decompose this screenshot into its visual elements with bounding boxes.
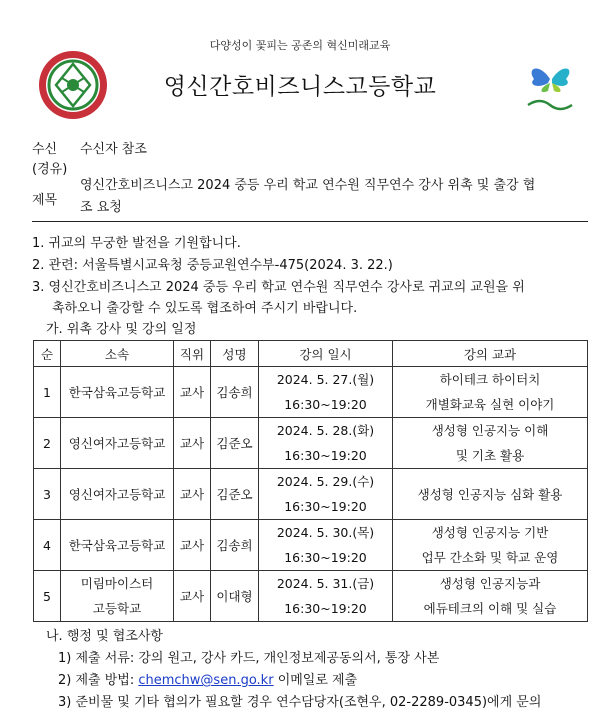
cell-org: 영신여자고등학교: [61, 469, 174, 520]
date: 2024. 5. 27.(월): [276, 372, 375, 387]
time: 16:30~19:20: [284, 397, 367, 412]
cell-org: 영신여자고등학교: [61, 418, 174, 469]
subject-line: 생성형 인공지능 기반: [431, 525, 549, 540]
header-position: 직위: [174, 341, 211, 367]
cell-position: 교사: [174, 520, 211, 571]
cell-position: 교사: [174, 367, 211, 418]
subject-line: 하이테크 하이터치: [439, 372, 541, 387]
subject-line: 업무 간소화 및 학교 운영: [421, 550, 559, 565]
cell-no: 4: [34, 520, 61, 571]
admin-item-3: 3) 준비물 및 기타 협의가 필요할 경우 연수담당자(조현우, 02-2289-0345)에게 문의: [58, 695, 542, 710]
header-datetime: 강의 일시: [259, 341, 393, 367]
org-line: 고등학교: [92, 601, 142, 616]
header-org: 소속: [61, 341, 174, 367]
cell-no: 1: [34, 367, 61, 418]
cell-datetime: [259, 469, 393, 520]
admin-item-2-suffix: 이메일로 제출: [273, 673, 358, 688]
cell-name: 이대형: [211, 571, 259, 622]
admin-item-2: [58, 669, 357, 688]
cell-subject: [393, 367, 588, 418]
cell-no: 5: [34, 571, 61, 622]
recipient-label: 수신: [32, 142, 58, 157]
table-row: [34, 520, 588, 571]
school-name: 영신간호비즈니스고등학교: [163, 74, 437, 100]
butterfly-emblem-logo: [520, 57, 580, 117]
cell-datetime: [259, 418, 393, 469]
cell-org: 한국삼육고등학교: [61, 520, 174, 571]
header-no: 순: [34, 341, 61, 367]
table-header-row: [34, 341, 588, 367]
cell-datetime: [259, 367, 393, 418]
recipient-value: 수신자 참조: [80, 142, 147, 157]
cell-subject: [393, 520, 588, 571]
header-name: 성명: [211, 341, 259, 367]
cell-name: 김송희: [211, 520, 259, 571]
subject-line: 및 기초 활용: [455, 448, 525, 463]
time: 16:30~19:20: [284, 550, 367, 565]
cell-org: 한국삼육고등학교: [61, 367, 174, 418]
section-a-heading: 가. 위촉 강사 및 강의 일정: [46, 322, 197, 337]
subject-line-1: 영신간호비즈니스고 2024 중등 우리 학교 연수원 직무연수 강사 위촉 및 출강 협: [80, 178, 536, 193]
date: 2024. 5. 31.(금): [276, 576, 375, 591]
cell-subject: 생성형 인공지능 심화 활용: [393, 469, 588, 520]
cell-name: 김송희: [211, 367, 259, 418]
date: 2024. 5. 28.(화): [276, 423, 375, 438]
via-label: (경유): [32, 162, 68, 177]
cell-datetime: [259, 571, 393, 622]
paragraph-3-line-1: 3. 영신간호비즈니스고 2024 중등 우리 학교 연수원 직무연수 강사로 귀교의 교원을 위: [32, 280, 525, 295]
cell-datetime: [259, 520, 393, 571]
date: 2024. 5. 29.(수): [276, 474, 375, 489]
subject-line: 생성형 인공지능 이해: [431, 423, 549, 438]
paragraph-3-line-2: 촉하오니 출강할 수 있도록 협조하여 주시기 바랍니다.: [52, 301, 358, 316]
lecture-schedule-table: [33, 340, 588, 622]
subject-line: 개별화교육 실현 이야기: [425, 397, 555, 412]
slogan: 다양성이 꽃피는 공존의 혁신미래교육: [209, 39, 391, 52]
cell-name: 김준오: [211, 418, 259, 469]
cell-position: 교사: [174, 571, 211, 622]
table-row: [34, 571, 588, 622]
cell-position: 교사: [174, 418, 211, 469]
cell-no: 3: [34, 469, 61, 520]
divider: [32, 221, 588, 222]
cell-subject: [393, 571, 588, 622]
time: 16:30~19:20: [284, 499, 367, 514]
paragraph-2: 2. 관련: 서울특별시교육청 중등교원연수부-475(2024. 3. 22.): [32, 258, 393, 273]
cell-name: 김준오: [211, 469, 259, 520]
table-row: [34, 367, 588, 418]
org-line: 미림마이스터: [80, 576, 154, 591]
cell-position: 교사: [174, 469, 211, 520]
date: 2024. 5. 30.(목): [276, 525, 375, 540]
subject-line: 에듀테크의 이해 및 실습: [423, 601, 557, 616]
table-row: [34, 418, 588, 469]
paragraph-1: 1. 귀교의 무궁한 발전을 기원합니다.: [32, 236, 241, 251]
table-row: [34, 469, 588, 520]
time: 16:30~19:20: [284, 601, 367, 616]
admin-item-2-prefix: 2) 제출 방법:: [58, 673, 139, 688]
cell-no: 2: [34, 418, 61, 469]
subject-line: 생성형 인공지능과: [439, 576, 541, 591]
time: 16:30~19:20: [284, 448, 367, 463]
admin-item-1: 1) 제출 서류: 강의 원고, 강사 카드, 개인정보제공동의서, 통장 사본: [58, 651, 440, 666]
cell-subject: [393, 418, 588, 469]
header-subject: 강의 교과: [393, 341, 588, 367]
subject-label: 제목: [32, 193, 58, 208]
email-link[interactable]: chemchw@sen.go.kr: [138, 673, 274, 688]
cell-org: [61, 571, 174, 622]
subject-line-2: 조 요청: [80, 200, 122, 215]
section-b-heading: 나. 행정 및 협조사항: [46, 629, 163, 644]
